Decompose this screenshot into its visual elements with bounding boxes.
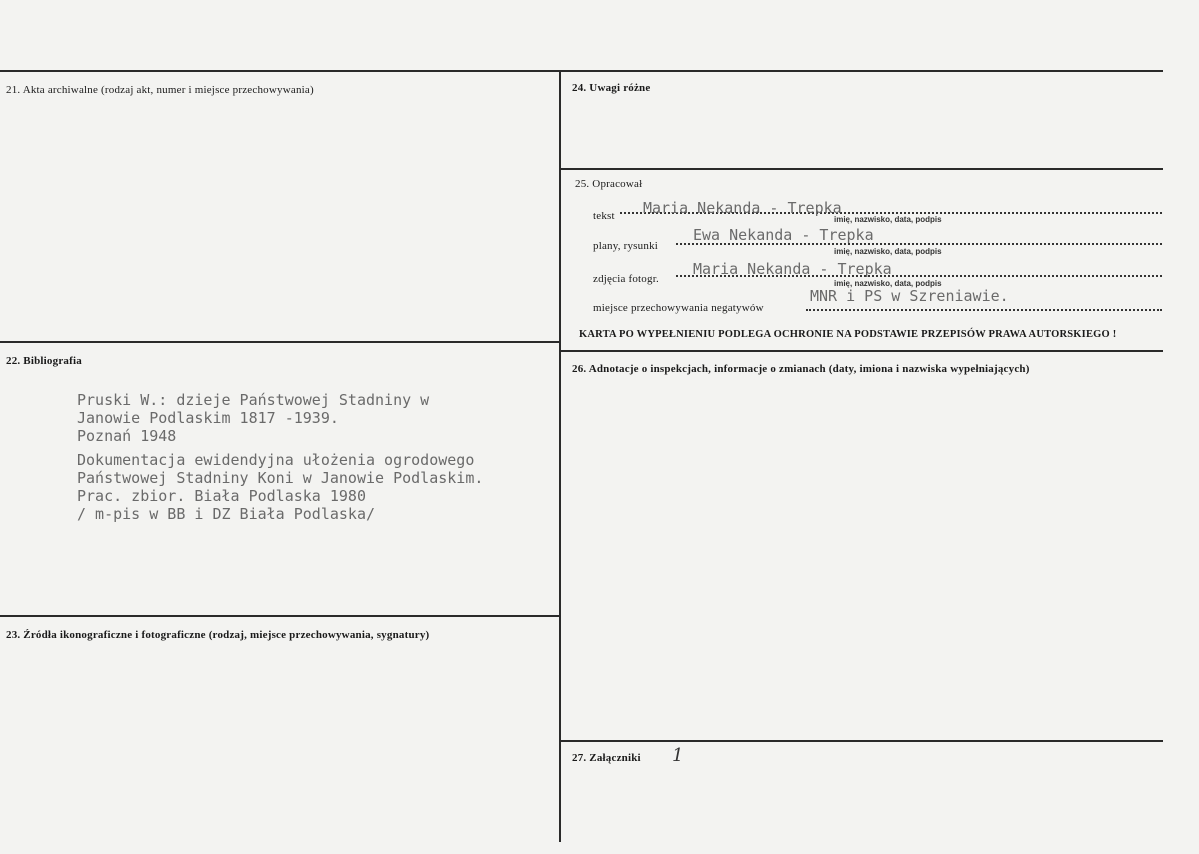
negatywy-label: miejsce przechowywania negatywów bbox=[593, 302, 764, 314]
bibliography-line: Państwowej Stadniny Koni w Janowie Podlaskim. bbox=[77, 469, 484, 487]
divider-25-26 bbox=[559, 350, 1163, 352]
section-25-label: 25. Opracował bbox=[575, 178, 643, 190]
zdjecia-sublabel: imię, nazwisko, data, podpis bbox=[834, 279, 942, 288]
section-23-label: 23. Źródła ikonograficzne i fotograficzne (rodzaj, miejsce przechowywania, sygnatury) bbox=[6, 629, 430, 641]
tekst-value: Maria Nekanda - Trepka bbox=[643, 199, 842, 217]
bibliography-line: Pruski W.: dzieje Państwowej Stadniny w bbox=[77, 391, 430, 409]
bibliography-line: Prac. zbior. Biała Podlaska 1980 bbox=[77, 487, 366, 505]
bibliography-line: Janowie Podlaskim 1817 -1939. bbox=[77, 409, 339, 427]
section-27-label: 27. Załączniki bbox=[572, 752, 641, 764]
plany-sublabel: imię, nazwisko, data, podpis bbox=[834, 247, 942, 256]
bibliography-line: Poznań 1948 bbox=[77, 427, 177, 445]
zdjecia-label: zdjęcia fotogr. bbox=[593, 273, 659, 285]
center-divider bbox=[559, 70, 561, 842]
negatywy-dotted-line bbox=[806, 309, 1162, 311]
divider-24-25 bbox=[559, 168, 1163, 170]
negatywy-value: MNR i PS w Szreniawie. bbox=[810, 287, 1009, 305]
divider-26-27 bbox=[559, 740, 1163, 742]
plany-label: plany, rysunki bbox=[593, 240, 659, 252]
section-26-label: 26. Adnotacje o inspekcjach, informacje o zmianach (daty, imiona i nazwiska wypełniających) bbox=[572, 363, 1030, 375]
attachments-count: 1 bbox=[672, 745, 684, 766]
bibliography-line: Dokumentacja ewidendyjna ułożenia ogrodowego bbox=[77, 451, 475, 469]
section-24-label: 24. Uwagi różne bbox=[572, 82, 651, 94]
plany-value: Ewa Nekanda - Trepka bbox=[693, 226, 874, 244]
copyright-notice: KARTA PO WYPEŁNIENIU PODLEGA OCHRONIE NA PODSTAWIE PRZEPISÓW PRAWA AUTORSKIEGO ! bbox=[579, 329, 1117, 340]
zdjecia-value: Maria Nekanda - Trepka bbox=[693, 260, 892, 278]
section-21-label: 21. Akta archiwalne (rodzaj akt, numer i miejsce przechowywania) bbox=[6, 84, 314, 96]
top-rule bbox=[0, 70, 1163, 72]
divider-21-22 bbox=[0, 341, 561, 343]
bibliography-line: / m-pis w BB i DZ Biała Podlaska/ bbox=[77, 505, 376, 523]
tekst-label: tekst bbox=[593, 210, 615, 222]
tekst-sublabel: imię, nazwisko, data, podpis bbox=[834, 215, 942, 224]
section-22-label: 22. Bibliografia bbox=[6, 355, 82, 367]
divider-22-23 bbox=[0, 615, 561, 617]
